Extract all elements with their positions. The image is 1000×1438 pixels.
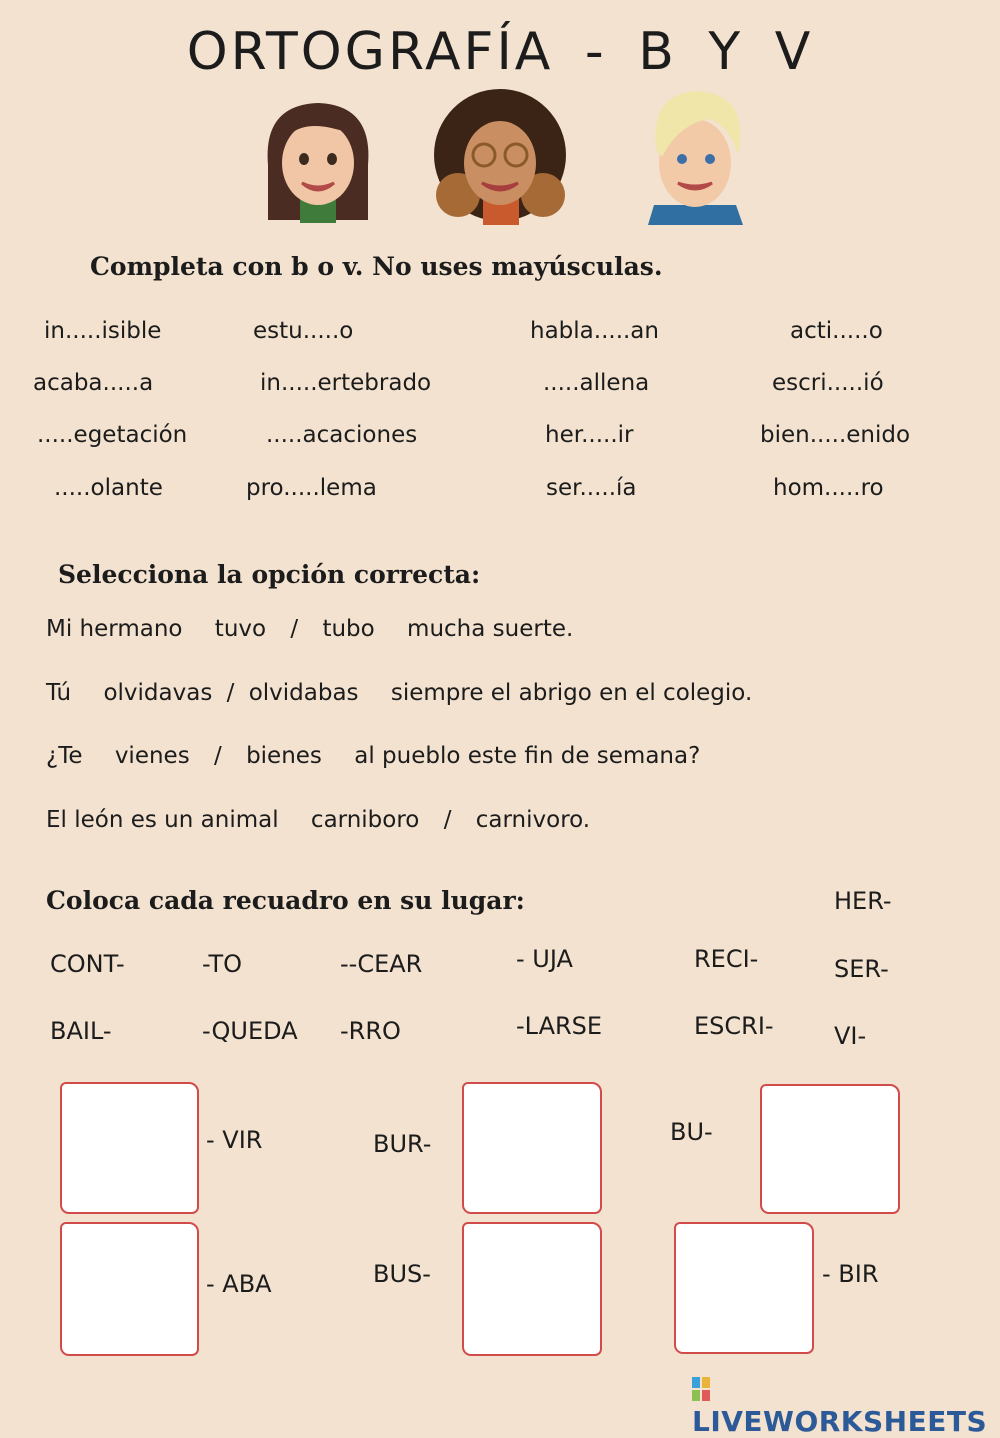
- option-separator: /: [443, 807, 452, 833]
- avatar-curly-glasses-icon: [428, 85, 573, 225]
- word-blank[interactable]: in.....isible: [44, 318, 162, 344]
- word-blank[interactable]: acaba.....a: [33, 370, 154, 396]
- word-blank[interactable]: escri.....ió: [772, 370, 884, 396]
- option-a[interactable]: carniboro: [310, 807, 420, 833]
- title-dash: -: [584, 22, 607, 82]
- sentence-row: [46, 680, 752, 706]
- drag-tile[interactable]: ESCRI-: [694, 1012, 774, 1040]
- sentence-row: [46, 807, 593, 833]
- word-blank[interactable]: her.....ir: [545, 422, 634, 448]
- title-letter-v: V: [774, 22, 814, 82]
- word-fragment-label: - VIR: [206, 1126, 263, 1154]
- sentence-text: al pueblo este fin de semana?: [354, 743, 701, 769]
- word-blank[interactable]: acti.....o: [790, 318, 883, 344]
- sentence-text: Tú: [46, 680, 72, 706]
- drag-tile[interactable]: -LARSE: [516, 1012, 603, 1040]
- option-separator: /: [226, 680, 235, 706]
- drag-tile[interactable]: VI-: [834, 1022, 867, 1050]
- option-a[interactable]: vienes: [114, 743, 190, 769]
- word-fragment-label: - BIR: [822, 1260, 879, 1288]
- drag-tile[interactable]: HER-: [834, 887, 892, 915]
- avatar-blonde-icon: [638, 85, 753, 225]
- drag-tile[interactable]: - UJA: [516, 945, 573, 973]
- word-blank[interactable]: pro.....lema: [246, 475, 377, 501]
- word-blank[interactable]: ser.....ía: [546, 475, 637, 501]
- option-b[interactable]: carnivoro.: [475, 807, 591, 833]
- liveworksheets-badge-icon: [692, 1377, 710, 1401]
- word-fragment-label: BUR-: [373, 1130, 432, 1158]
- drop-box[interactable]: [60, 1222, 199, 1356]
- sentence-row: [46, 616, 573, 642]
- sentence-row: [46, 743, 700, 769]
- word-blank[interactable]: bien.....enido: [760, 422, 911, 448]
- word-fragment-label: BUS-: [373, 1260, 431, 1288]
- word-blank[interactable]: estu.....o: [253, 318, 354, 344]
- section-heading-select: Selecciona la opción correcta:: [58, 560, 481, 589]
- word-blank[interactable]: .....olante: [54, 475, 163, 501]
- option-separator: /: [214, 743, 222, 769]
- liveworksheets-logo-text: LIVEWORKSHEETS: [692, 1405, 988, 1438]
- sentence-text: Mi hermano: [46, 616, 183, 642]
- word-blank[interactable]: hom.....ro: [773, 475, 884, 501]
- option-b[interactable]: tubo: [322, 616, 375, 642]
- word-blank[interactable]: habla.....an: [530, 318, 659, 344]
- title-letter-b: B: [638, 22, 677, 82]
- drop-box[interactable]: [462, 1082, 602, 1214]
- drop-box[interactable]: [60, 1082, 199, 1214]
- sentence-text: El león es un animal: [46, 807, 279, 833]
- drag-tile[interactable]: RECI-: [694, 945, 759, 973]
- drop-box[interactable]: [462, 1222, 602, 1356]
- drag-tile[interactable]: BAIL-: [50, 1017, 112, 1045]
- word-fragment-label: - ABA: [206, 1270, 272, 1298]
- word-blank[interactable]: in.....ertebrado: [260, 370, 432, 396]
- drop-box[interactable]: [760, 1084, 900, 1214]
- liveworksheets-logo: [692, 1372, 1000, 1438]
- drag-tile[interactable]: CONT-: [50, 950, 125, 978]
- word-fragment-label: BU-: [670, 1118, 713, 1146]
- sentence-text: ¿Te: [46, 743, 83, 769]
- sentence-text: mucha suerte.: [407, 616, 574, 642]
- section-heading-place: Coloca cada recuadro en su lugar:: [46, 886, 525, 915]
- option-b[interactable]: olvidabas: [248, 680, 359, 706]
- option-separator: /: [290, 616, 299, 642]
- drag-tile[interactable]: SER-: [834, 955, 889, 983]
- section-heading-complete: Completa con b o v. No uses mayúsculas.: [90, 252, 663, 281]
- word-blank[interactable]: .....egetación: [37, 422, 188, 448]
- title-word: ORTOGRAFÍA: [186, 22, 554, 82]
- sentence-text: siempre el abrigo en el colegio.: [390, 680, 753, 706]
- word-blank[interactable]: .....allena: [543, 370, 650, 396]
- option-a[interactable]: olvidavas: [103, 680, 213, 706]
- option-b[interactable]: bienes: [246, 743, 322, 769]
- page-title: [0, 22, 1000, 82]
- option-a[interactable]: tuvo: [214, 616, 267, 642]
- drag-tile[interactable]: -RRO: [340, 1017, 401, 1045]
- drag-tile[interactable]: --CEAR: [340, 950, 423, 978]
- title-letter-y: Y: [708, 22, 744, 82]
- drag-tile[interactable]: -TO: [202, 950, 243, 978]
- drag-tile[interactable]: -QUEDA: [202, 1017, 298, 1045]
- avatar-brunette-icon: [258, 95, 378, 225]
- word-blank[interactable]: .....acaciones: [266, 422, 418, 448]
- drop-box[interactable]: [674, 1222, 814, 1354]
